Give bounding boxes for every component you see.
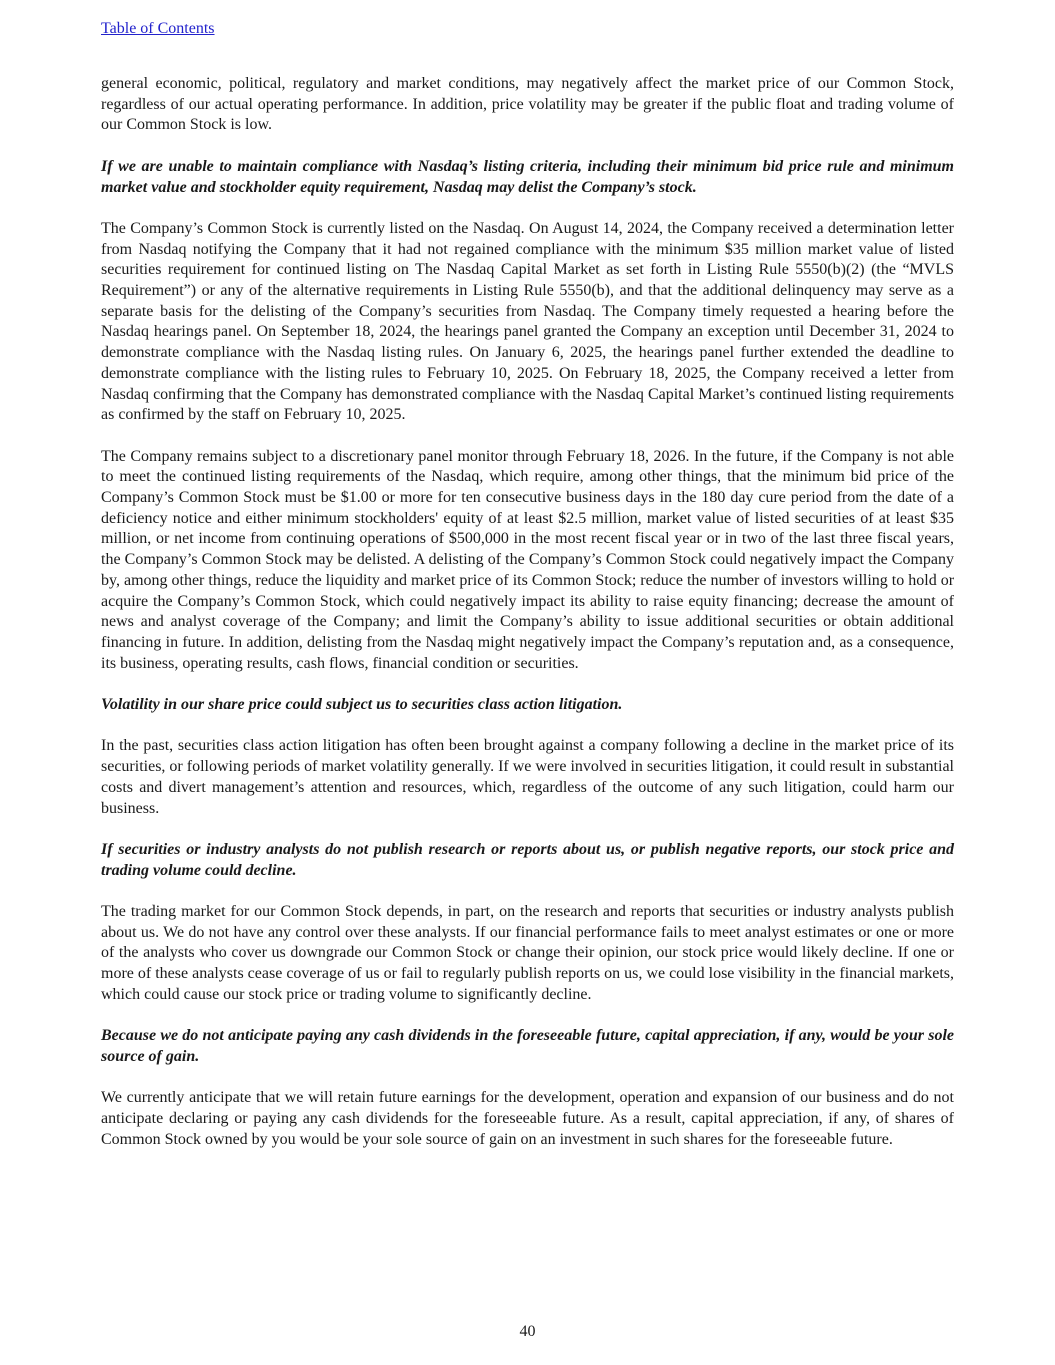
document-body <box>101 74 954 1171</box>
paragraph-nasdaq-compliance-history: The Company’s Common Stock is currently listed on the Nasdaq. On August 14, 2024, the Company received a determination letter from Nasdaq notifying the Company that it had not regained compliance with the minimum $35 million market value of listed securities requirement for continued listing on The Nasdaq Capital Market as set forth in Listing Rule 5550(b)(2) (the “MVLS Requirement”) or any of the alternative requirements in Listing Rule 5550(b), and that the additional delinquency may serve as a separate basis for the delisting of the Company’s securities from Nasdaq. The Company timely requested a hearing before the Nasdaq hearings panel. On September 18, 2024, the hearings panel granted the Company an exception until December 31, 2024 to demonstrate compliance with the Nasdaq listing rules. On January 6, 2025, the hearings panel further extended the deadline to demonstrate compliance with the listing rules to February 10, 2025. On February 18, 2025, the Company received a letter from Nasdaq confirming that the Company has demonstrated compliance with the Nasdaq Capital Market’s continued listing requirements as confirmed by the staff on February 10, 2025. <box>101 219 954 424</box>
heading-nasdaq-listing-risk: If we are unable to maintain compliance with Nasdaq’s listing criteria, including their minimum bid price rule and minimum market value and stockholder equity requirement, Nasdaq may delist the Company’s stock. <box>101 157 954 196</box>
paragraph-market-conditions: general economic, political, regulatory and market conditions, may negatively affect the market price of our Common Stock, regardless of our actual operating performance. In addition, price volatility may be greater if the public float and trading volume of our Common Stock is low. <box>101 75 954 134</box>
table-of-contents-link[interactable]: Table of Contents <box>101 20 215 37</box>
paragraph-analyst-coverage: The trading market for our Common Stock depends, in part, on the research and reports that securities or industry analysts publish about us. We do not have any control over these analysts. If our financial performance fails to meet analyst estimates or one or more of the analysts who cover us downgrade our Common Stock or change their opinion, our stock price would likely decline. If one or more of these analysts cease coverage of us or fail to regularly publish reports on us, we could lose visibility in the financial markets, which could cause our stock price or trading volume to significantly decline. <box>101 903 954 1003</box>
heading-class-action-risk: Volatility in our share price could subject us to securities class action litigation. <box>101 696 623 714</box>
paragraph-class-action: In the past, securities class action litigation has often been brought against a company following a decline in the market price of its securities, or following periods of market volatility generally. If we were involved in securities litigation, it could result in substantial costs and divert management’s attention and resources, which, regardless of the outcome of any such litigation, could harm our business. <box>101 737 954 817</box>
paragraph-panel-monitor: The Company remains subject to a discretionary panel monitor through February 18, 2026. In the future, if the Company is not able to meet the continued listing requirements of the Nasdaq, which require, among other things, that the minimum bid price of the Company’s Common Stock must be $1.00 or more for ten consecutive business days in the 180 day cure period from the date of a deficiency notice and either minimum stockholders' equity of at least $2.5 million, market value of listed securities of at least $35 million, or net income from continuing operations of $500,000 in the most recent fiscal year or in two of the last three fiscal years, the Company’s Common Stock may be delisted. A delisting of the Company’s Common Stock could negatively impact the Company by, among other things, reduce the liquidity and market price of its Common Stock; reduce the number of investors willing to hold or acquire the Company’s Common Stock, which could negatively impact its ability to raise equity financing; decrease the amount of news and analyst coverage of the Company; and limit the Company’s ability to issue additional securities or obtain additional financing in future. In addition, delisting from the Nasdaq might negatively impact the Company’s reputation and, as a consequence, its business, operating results, cash flows, financial condition or securities. <box>101 447 955 672</box>
heading-dividends-risk: Because we do not anticipate paying any cash dividends in the foreseeable future, capital appreciation, if any, would be your sole source of gain. <box>101 1027 954 1065</box>
paragraph-dividends: We currently anticipate that we will retain future earnings for the development, operation and expansion of our business and do not anticipate declaring or paying any cash dividends for the foreseeable future. As a result, capital appreciation, if any, of shares of Common Stock owned by you would be your sole source of gain on an investment in such shares for the foreseeable future. <box>101 1089 954 1148</box>
heading-analyst-coverage-risk: If securities or industry analysts do not publish research or reports about us, or publish negative reports, our stock price and trading volume could decline. <box>101 840 954 879</box>
page-number: 40 <box>519 1323 536 1340</box>
